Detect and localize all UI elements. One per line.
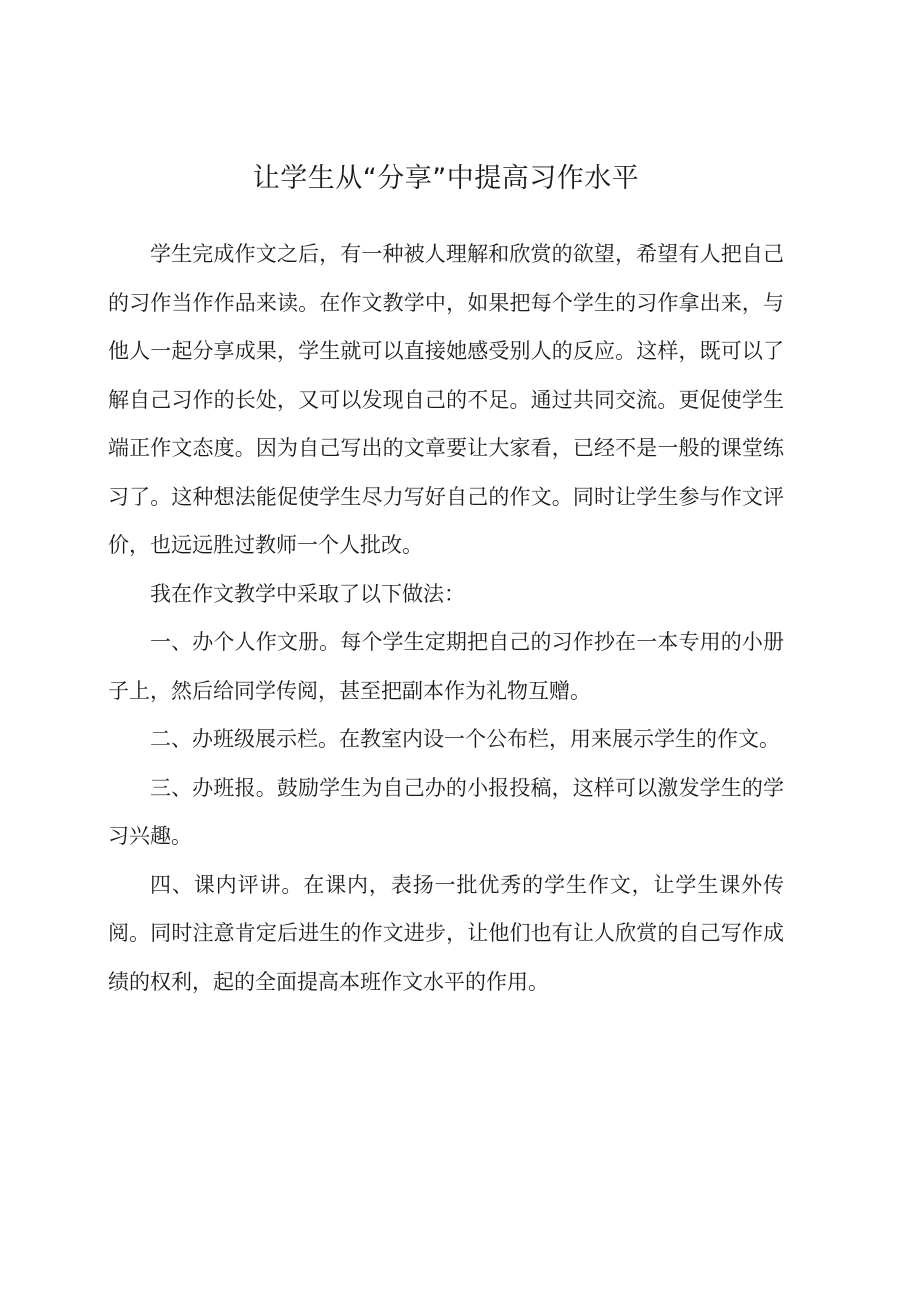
document-title: 让学生从“分享”中提高习作水平	[252, 163, 640, 194]
document-body	[108, 230, 784, 1006]
document-page	[108, 150, 784, 1006]
paragraph-intro: 学生完成作文之后，有一种被人理解和欣赏的欲望，希望有人把自己的习作当作作品来读。在作文教学中，如果把每个学生的习作拿出来，与他人一起分享成果，学生就可以直接她感受别人的反应。这样，既可以了解自己习作的长处，又可以发现自己的不足。通过共同交流。更促使学生端正作文态度。因为自己写出的文章要让大家看，已经不是一般的课堂练习了。这种想法能促使学生尽力写好自己的作文。同时让学生参与作文评价，也远远胜过教师一个人批改。	[108, 242, 784, 557]
paragraph-method-4: 四、课内评讲。在课内，表扬一批优秀的学生作文，让学生课外传阅。同时注意肯定后进生的作文进步，让他们也有让人欣赏的自己写作成绩的权利，起的全面提高本班作文水平的作用。	[108, 872, 784, 994]
paragraph-methods-lead: 我在作文教学中采取了以下做法：	[150, 581, 465, 606]
paragraph-method-2: 二、办班级展示栏。在教室内设一个公布栏，用来展示学生的作文。	[150, 727, 780, 751]
paragraph-method-3: 三、办班报。鼓励学生为自己办的小报投稿，这样可以激发学生的学习兴趣。	[108, 775, 784, 848]
paragraph-method-1: 一、办个人作文册。每个学生定期把自己的习作抄在一本专用的小册子上，然后给同学传阅，甚至把副本作为礼物互赠。	[108, 630, 784, 703]
